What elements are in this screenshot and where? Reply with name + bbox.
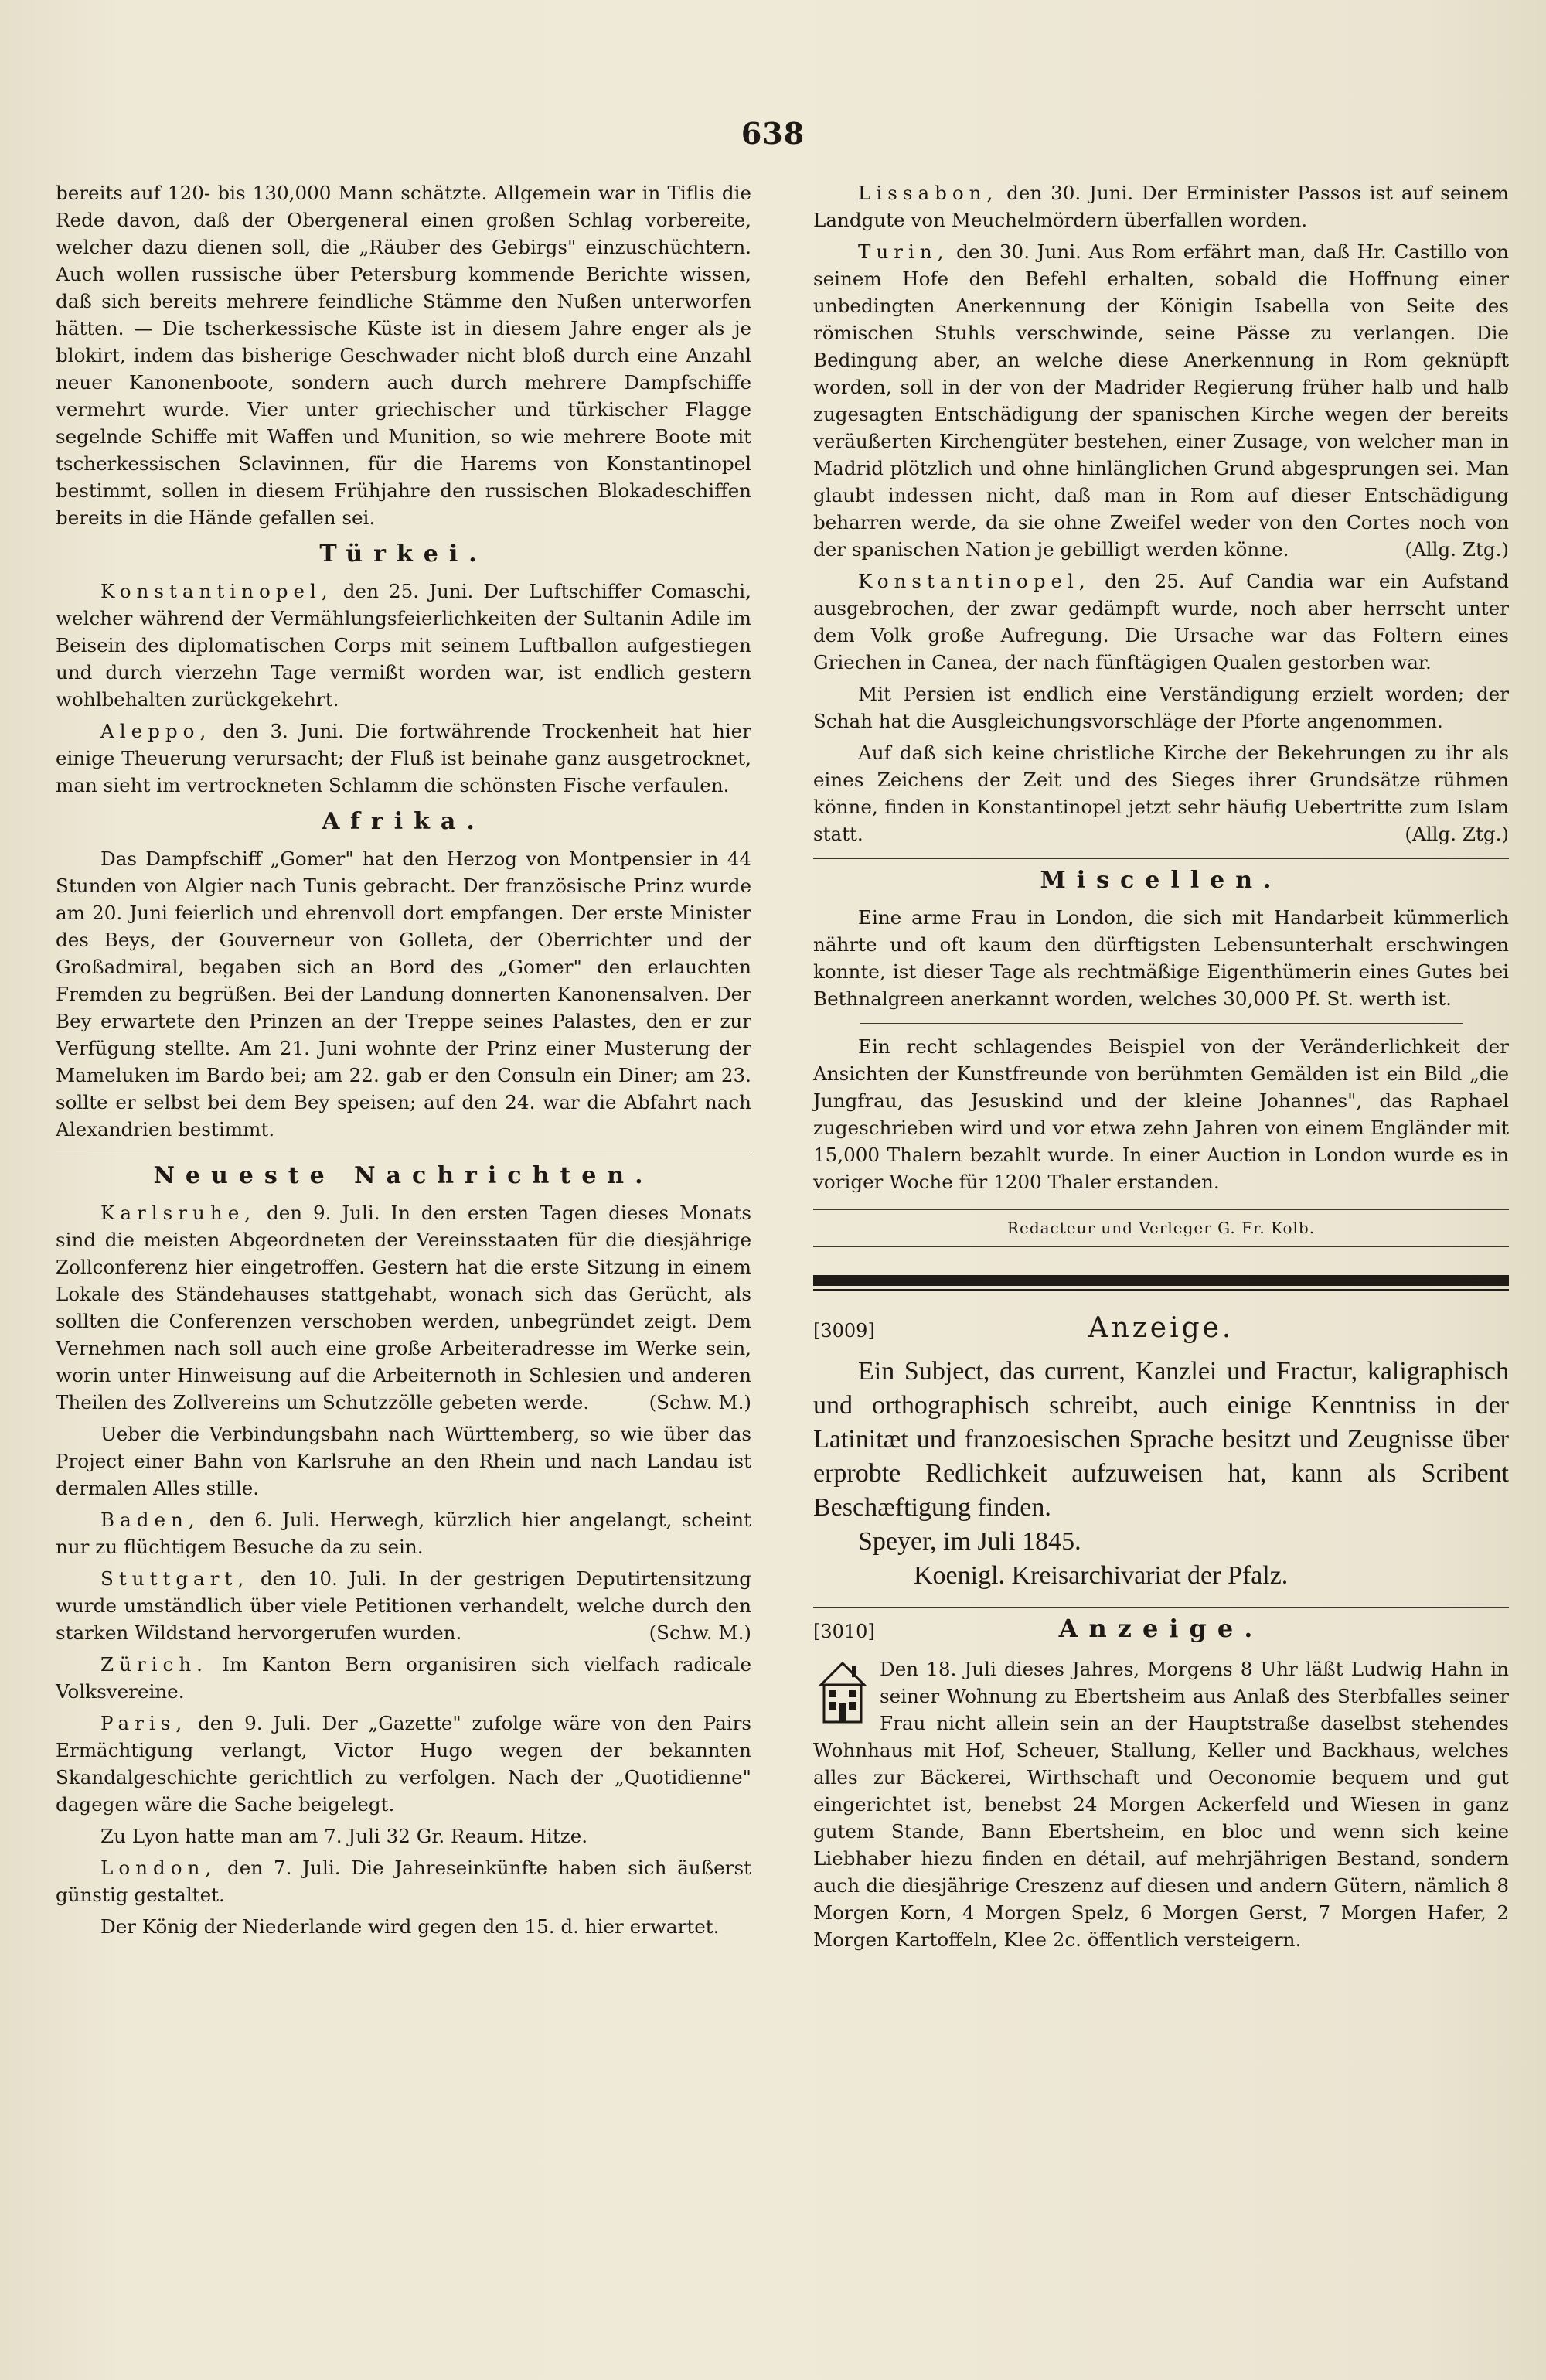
ad-header-3010	[813, 1615, 1509, 1649]
source-citation: (Allg. Ztg.)	[1405, 823, 1509, 845]
place-zurich: Zürich.	[100, 1653, 208, 1676]
lissabon-text: den 30. Juni. Der Erminister Passos ist auf seinem Landgute von Meuchelmördern überfallen worden.	[813, 182, 1509, 231]
ad-header-3009	[813, 1314, 1509, 1349]
africa-report: Das Dampfschiff „Gomer" hat den Herzog von Montpensier in 44 Stunden von Algier nach Tunis gebracht. Der französische Prinz wurde am 20. Juni feierlich und ehrenvoll dort empfangen. Der erste Minister des Beys, der Gouverneur von Golleta, der Oberrichter und der Großadmiral, begaben sich an Bord des „Gomer" den erlauchten Fremden zu begrüßen. Bei der Landung donnerten Kanonensalven. Der Bey erwartete den Prinzen an der Treppe seines Palastes, den er zur Verfügung stellte. Am 21. Juni wohnte der Prinz einer Musterung der Mameluken im Bardo bei; am 22. gab er den Consuln ein Diner; am 23. sollte er selbst bei dem Bey speisen; auf den 24. war die Abfahrt nach Alexandrien bestimmt.	[56, 847, 751, 1141]
imprint-editor: Redacteur und Verleger G. Fr. Kolb.	[813, 1209, 1509, 1247]
stuttgart-text: den 10. Juli. In der gestrigen Deputirtensitzung wurde umständlich über viele Petitionen verhandelt, welche durch den starken Wildstand hervorgerufen wurden.	[56, 1567, 751, 1644]
section-heading-latest-news: Neueste Nachrichten.	[56, 1154, 751, 1193]
zurich-report	[56, 1651, 751, 1705]
place-turin: Turin,	[858, 240, 949, 263]
place-konstantinopel: Konstantinopel,	[858, 570, 1091, 592]
zurich-text: Im Kanton Bern organisiren sich vielfach radicale Volksvereine.	[56, 1653, 751, 1703]
source-citation: (Schw. M.)	[649, 1621, 751, 1644]
place-karlsruhe: Karlsruhe,	[100, 1202, 257, 1224]
candia-text: den 25. Auf Candia war ein Aufstand ausgebrochen, der zwar gedämpft wurde, noch aber herrscht unter dem Volk große Aufregung. Die Ursache war das Foltern eines Griechen in Canea, der nach fünftägigen Qualen gestorben war.	[813, 570, 1509, 673]
turin-text: den 30. Juni. Aus Rom erfährt man, daß Hr. Castillo von seinem Hofe den Befehl erhalten, sobald die Hoffnung einer unbedingten Anerkennung der Königin Isabella von Seite des römischen Stuhls verschwinde, seine Pässe zu verlangen. Die Bedingung aber, an welche diese Anerkennung in Rom geknüpft worden, soll in der von der Madrider Regierung früher halb und halb zugesagten Entschädigung der spanischen Kirche wegen der bereits veräußerten Kirchengüter bestehen, einer Zusage, von welcher man in Madrid plötzlich und ohne hinlänglichen Grund abgesprungen sei. Man glaubt indessen nicht, daß man in Rom auf dieser Entschädigung beharren werde, da sie ohne Zweifel weder von den Cortes noch von der spanischen Nation je gebilligt werden könne.	[813, 240, 1509, 561]
paris-report	[56, 1710, 751, 1818]
place-london: London,	[100, 1857, 217, 1879]
aleppo-text: den 3. Juni. Die fortwährende Trockenheit hat hier einige Theuerung verursacht; der Fluß ist beinahe ganz ausgetrocknet, man sieht im vertrockneten Schlamm die schönsten Fische verfaulen.	[56, 720, 751, 796]
ad-3009-body	[813, 1355, 1509, 1593]
right-column	[813, 179, 1509, 1953]
miscellen-raphael: Ein recht schlagendes Beispiel von der Veränderlichkeit der Ansichten der Kunstfreunde von berühmten Gemälden ist ein Bild „die Jungfrau, das Jesuskind und der kleine Johannes", das Raphael zugeschrieben wird und vor etwa zehn Jahren von einem Engländer mit 15,000 Thalern bezahlt wurde. In einer Auction in London wurde es in voriger Woche für 1200 Thaler erstanden.	[813, 1035, 1509, 1193]
house-icon	[816, 1659, 869, 1725]
ad-3009-place-date: Speyer, im Juli 1845.	[858, 1527, 1081, 1556]
netherlands-king-report: Der König der Niederlande wird gegen den 15. d. hier erwartet.	[100, 1915, 720, 1938]
lissabon-report	[813, 179, 1509, 234]
section-heading-miscellen: Miscellen.	[813, 858, 1509, 898]
left-column	[56, 179, 751, 1945]
ad-title: Anzeige.	[1058, 1614, 1264, 1643]
london-report	[56, 1854, 751, 1908]
divider	[813, 1607, 1509, 1608]
miscellen-poor-woman: Eine arme Frau in London, die sich mit Handarbeit kümmerlich nährte und oft kaum den dürftigsten Lebensunterhalt erschwingen konnte, ist dieser Tage als rechtmäßige Eigenthümerin eines Gutes bei Bethnalgreen anerkannt worden, welches 30,000 Pf. St. werth ist.	[813, 906, 1509, 1010]
page-number: 638	[741, 116, 805, 151]
baden-text: den 6. Juli. Herwegh, kürzlich hier angelangt, scheint nur zu flüchtigem Besuche da zu sein.	[56, 1509, 751, 1558]
railway-report: Ueber die Verbindungsbahn nach Württemberg, so wie über das Project einer Bahn von Karlsruhe an den Rhein und nach Landau ist dermalen Alles stille.	[56, 1423, 751, 1499]
ad-title: Anzeige.	[1088, 1312, 1234, 1344]
ad-number: [3010]	[813, 1621, 875, 1642]
source-citation: (Schw. M.)	[649, 1391, 751, 1413]
source-citation: (Allg. Ztg.)	[1405, 538, 1509, 561]
place-konstantinopel: Konstantinopel,	[100, 580, 333, 602]
konstantinopel-report	[56, 578, 751, 713]
place-stuttgart: Stuttgart,	[100, 1567, 250, 1590]
aleppo-report	[56, 718, 751, 799]
section-heading-africa: Afrika.	[322, 808, 485, 835]
heavy-divider	[813, 1275, 1509, 1286]
stuttgart-report	[56, 1565, 751, 1646]
conversion-text: Auf daß sich keine christliche Kirche der Bekehrungen zu ihr als eines Zeichens der Zeit und des Sieges ihrer Grundsätze rühmen könne, finden in Konstantinopel jetzt sehr häufig Uebertritte zum Islam statt.	[813, 742, 1509, 845]
london-text: den 7. Juli. Die Jahreseinkünfte haben sich äußerst günstig gestaltet.	[56, 1857, 751, 1906]
turin-report	[813, 238, 1509, 563]
ad-3010-body	[813, 1655, 1509, 1953]
paris-text: den 9. Juli. Der „Gazette" zufolge wäre von den Pairs Ermächtigung verlangt, Victor Hugo wegen der bekannten Skandalgeschichte gerichtlich zu verfolgen. Nach der „Quotidienne" dagegen wäre die Sache beigelegt.	[56, 1712, 751, 1816]
ad-number: [3009]	[813, 1320, 875, 1342]
divider	[860, 1023, 1463, 1024]
ad-3010-text: Den 18. Juli dieses Jahres, Morgens 8 Uhr läßt Ludwig Hahn in seiner Wohnung zu Ebertsheim aus Anlaß des Sterbfalles seiner Frau nicht allein sein an der Hauptstraße daselbst stehendes Wohnhaus mit Hof, Scheuer, Stallung, Keller und Backhaus, welches alles zur Bäckerei, Wirthschaft und Oeconomie bequem und gut eingerichtet ist, benebst 24 Morgen Ackerfeld und Wiesen in ganz gutem Stande, Bann Ebertsheim, en bloc und wenn sich keine Liebhaber hiezu finden en détail, auf mehrjährigen Bestand, sondern auch die diesjährige Creszenz auf diesen und andern Gütern, nämlich 8 Morgen Korn, 4 Morgen Spelz, 6 Morgen Gerst, 7 Morgen Hafer, 2 Morgen Kartoffeln, Klee 2c. öffentlich versteigern.	[813, 1658, 1509, 1951]
place-lissabon: Lissabon,	[858, 182, 999, 204]
place-paris: Paris,	[100, 1712, 188, 1734]
persia-report: Mit Persien ist endlich eine Verständigung erzielt worden; der Schah hat die Ausgleichungsvorschläge der Pforte angenommen.	[813, 683, 1509, 732]
ad-3009-text: Ein Subject, das current, Kanzlei und Fractur, kaligraphisch und orthographisch schreibt, auch einige Kenntniss in der Latinitæt und franzoesischen Sprache besitzt und Zeugnisse über erprobte Redlichkeit aufzuweisen hat, kann als Scribent Beschæftigung finden.	[813, 1357, 1509, 1522]
lyon-report: Zu Lyon hatte man am 7. Juli 32 Gr. Reaum. Hitze.	[100, 1825, 588, 1847]
konstantinopel-candia-report	[813, 568, 1509, 676]
section-heading-turkey: Türkei.	[319, 540, 488, 568]
russia-report-continued: bereits auf 120- bis 130,000 Mann schätzte. Allgemein war in Tiflis die Rede davon, daß der Obergeneral einen großen Schlag vorbereite, welcher dazu dienen soll, die „Räuber des Gebirgs" einzuschüchtern. Auch wollen russische über Petersburg kommende Berichte wissen, daß sich bereits mehrere feindliche Stämme den Nußen unterworfen hätten. — Die tscherkessische Küste ist in diesem Jahre enger als je blokirt, indem das bisherige Geschwader nicht bloß durch eine Anzahl neuer Kanonenboote, sondern auch durch mehrere Dampfschiffe vermehrt wurde. Vier unter griechischer und türkischer Flagge segelnde Schiffe mit Waffen und Munition, so wie mehrere Boote mit tscherkessischen Sclavinnen, für die Harems von Konstantinopel bestimmt, sollen in diesem Frühjahre den russischen Blokadeschiffen bereits in die Hände gefallen sei.	[56, 182, 751, 529]
karlsruhe-report	[56, 1199, 751, 1416]
islam-conversion-report	[813, 739, 1509, 847]
baden-report	[56, 1506, 751, 1560]
karlsruhe-text: den 9. Juli. In den ersten Tagen dieses Monats sind die meisten Abgeordneten der Vereinsstaaten für die diesjährige Zollconferenz hier eingetroffen. Gestern hat die erste Sitzung in einem Lokale des Ständehauses stattgehabt, wonach sich das Gerücht, als sollten die Conferenzen verschoben werden, unbegründet zeigt. Dem Vernehmen nach soll auch eine große Arbeiteradresse im Werke sein, worin unter Hinweisung auf die Arbeiternoth in Schlesien und anderen Theilen des Zollvereins um Schutzzölle gebeten werde.	[56, 1202, 751, 1413]
ad-3009-signature: Koenigl. Kreisarchivariat der Pfalz.	[914, 1561, 1289, 1590]
konstantinopel-text: den 25. Juni. Der Luftschiffer Comaschi, welcher während der Vermählungsfeierlichkeiten der Sultanin Adile im Beisein des diplomatischen Corps mit seinem Luftballon aufgestiegen und durch vierzehn Tage vermißt worden war, ist endlich gestern wohlbehalten zurückgekehrt.	[56, 580, 751, 711]
heavy-divider-thin	[813, 1289, 1509, 1291]
place-baden: Baden,	[100, 1509, 200, 1531]
place-aleppo: Aleppo,	[100, 720, 212, 742]
